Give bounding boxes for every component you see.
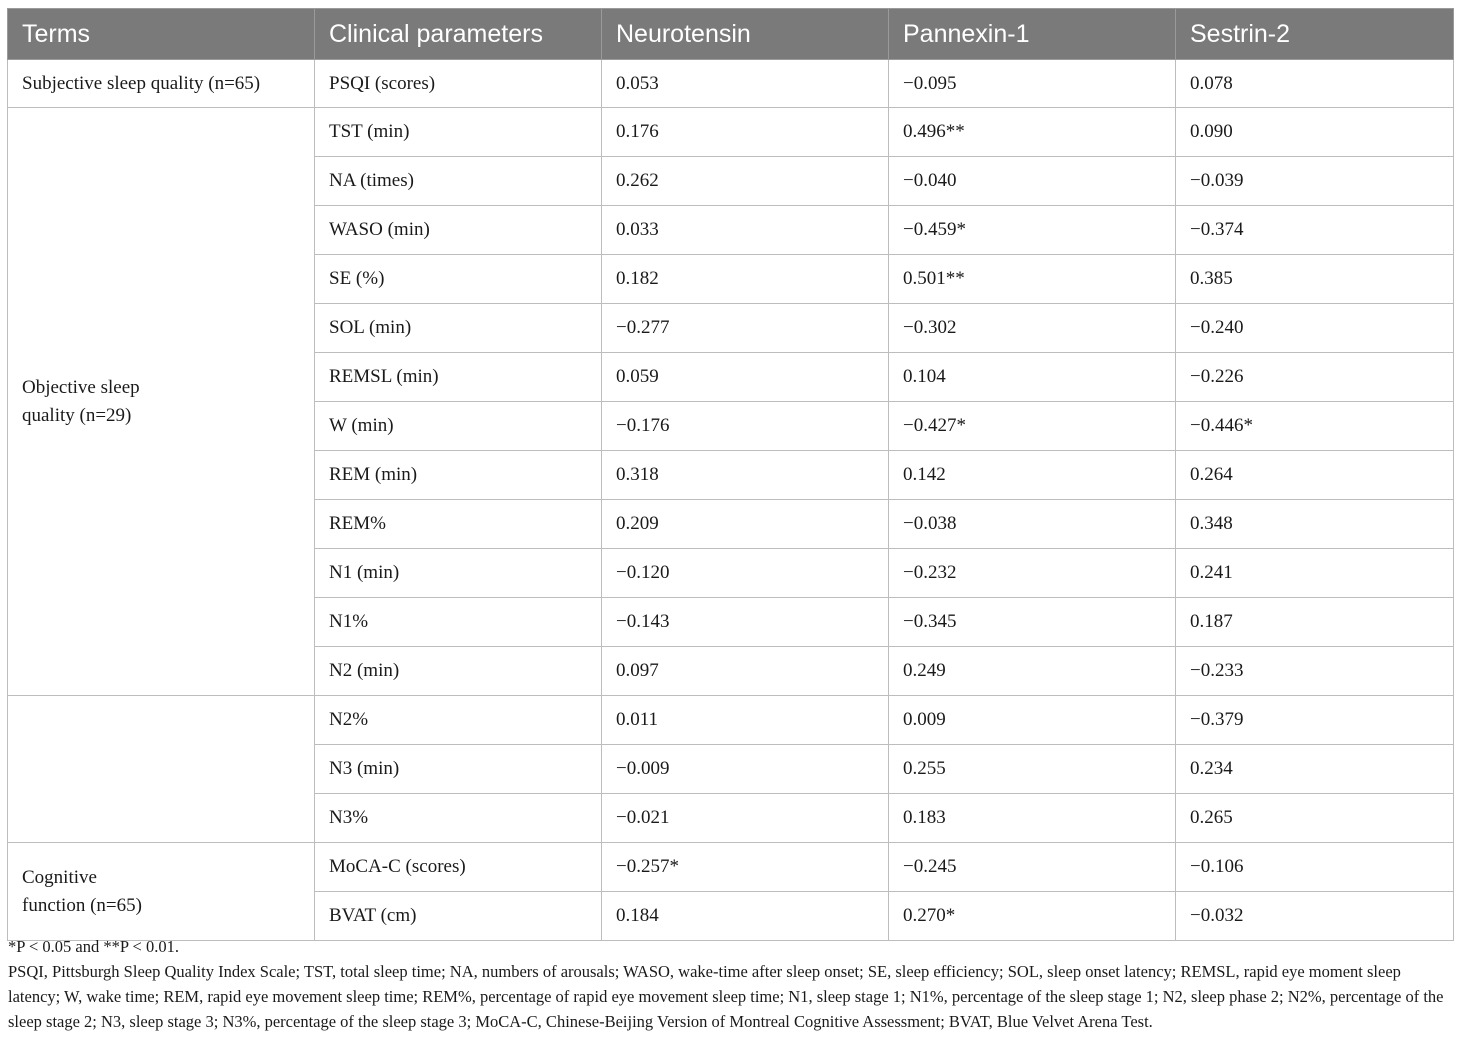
- pannexin-1-value: 0.255: [889, 745, 1176, 794]
- pannexin-1-value: −0.427*: [889, 402, 1176, 451]
- sestrin-2-value: −0.226: [1176, 353, 1454, 402]
- pannexin-1-value: −0.232: [889, 549, 1176, 598]
- parameter-cell: REM (min): [315, 451, 602, 500]
- neurotensin-value: −0.021: [602, 794, 889, 843]
- pannexin-1-value: −0.302: [889, 304, 1176, 353]
- parameter-cell: WASO (min): [315, 206, 602, 255]
- parameter-cell: PSQI (scores): [315, 60, 602, 108]
- pannexin-1-value: 0.270*: [889, 892, 1176, 941]
- parameter-cell: N2%: [315, 696, 602, 745]
- pannexin-1-value: 0.501**: [889, 255, 1176, 304]
- pannexin-1-value: 0.496**: [889, 108, 1176, 157]
- table-row: [8, 60, 1454, 108]
- neurotensin-value: 0.318: [602, 451, 889, 500]
- neurotensin-value: 0.176: [602, 108, 889, 157]
- parameter-cell: TST (min): [315, 108, 602, 157]
- group-cognitive-function: Cognitive function (n=65): [8, 843, 315, 941]
- header-clinical-parameters: Clinical parameters: [315, 9, 602, 60]
- header-row: [8, 9, 1454, 60]
- parameter-cell: N1 (min): [315, 549, 602, 598]
- parameter-cell: W (min): [315, 402, 602, 451]
- sestrin-2-value: −0.240: [1176, 304, 1454, 353]
- sestrin-2-value: 0.078: [1176, 60, 1454, 108]
- sestrin-2-value: −0.446*: [1176, 402, 1454, 451]
- sestrin-2-value: 0.234: [1176, 745, 1454, 794]
- header-pannexin-1: Pannexin-1: [889, 9, 1176, 60]
- neurotensin-value: 0.182: [602, 255, 889, 304]
- header-terms: Terms: [8, 9, 315, 60]
- neurotensin-value: 0.059: [602, 353, 889, 402]
- parameter-cell: NA (times): [315, 157, 602, 206]
- neurotensin-value: 0.209: [602, 500, 889, 549]
- header-neurotensin: Neurotensin: [602, 9, 889, 60]
- neurotensin-value: 0.053: [602, 60, 889, 108]
- sestrin-2-value: 0.385: [1176, 255, 1454, 304]
- pannexin-1-value: 0.142: [889, 451, 1176, 500]
- table-row: [8, 696, 1454, 745]
- pannexin-1-value: −0.095: [889, 60, 1176, 108]
- table-row: [8, 843, 1454, 892]
- neurotensin-value: 0.262: [602, 157, 889, 206]
- sestrin-2-value: −0.039: [1176, 157, 1454, 206]
- significance-note: *P < 0.05 and **P < 0.01.: [8, 937, 179, 956]
- table-footnotes: [8, 934, 1454, 1034]
- parameter-cell: N2 (min): [315, 647, 602, 696]
- sestrin-2-value: −0.032: [1176, 892, 1454, 941]
- neurotensin-value: 0.011: [602, 696, 889, 745]
- parameter-cell: SOL (min): [315, 304, 602, 353]
- abbreviations-note: PSQI, Pittsburgh Sleep Quality Index Scale; TST, total sleep time; NA, numbers of arousals; WASO, wake-time after sleep onset; SE, sleep efficiency; SOL, sleep onset latency; REMSL, rapid eye moment sleep latency; W, wake time; REM, rapid eye movement sleep time; REM%, percentage of rapid eye movement sleep time; N1, sleep stage 1; N1%, percentage of the sleep stage 1; N2, sleep phase 2; N2%, percentage of the sleep stage 2; N3, sleep stage 3; N3%, percentage of the sleep stage 3; MoCA-C, Chinese-Beijing Version of Montreal Cognitive Assessment; BVAT, Blue Velvet Arena Test.: [8, 962, 1444, 1031]
- sestrin-2-value: −0.233: [1176, 647, 1454, 696]
- group-subjective-sleep-quality: Subjective sleep quality (n=65): [8, 60, 315, 108]
- neurotensin-value: −0.257*: [602, 843, 889, 892]
- neurotensin-value: 0.097: [602, 647, 889, 696]
- sestrin-2-value: 0.241: [1176, 549, 1454, 598]
- neurotensin-value: 0.033: [602, 206, 889, 255]
- parameter-cell: BVAT (cm): [315, 892, 602, 941]
- parameter-cell: REM%: [315, 500, 602, 549]
- correlation-table: [7, 8, 1454, 941]
- neurotensin-value: 0.184: [602, 892, 889, 941]
- neurotensin-value: −0.143: [602, 598, 889, 647]
- sestrin-2-value: −0.374: [1176, 206, 1454, 255]
- header-sestrin-2: Sestrin-2: [1176, 9, 1454, 60]
- sestrin-2-value: 0.348: [1176, 500, 1454, 549]
- parameter-cell: N3 (min): [315, 745, 602, 794]
- sestrin-2-value: 0.264: [1176, 451, 1454, 500]
- table-row: [8, 108, 1454, 157]
- parameter-cell: N1%: [315, 598, 602, 647]
- pannexin-1-value: −0.459*: [889, 206, 1176, 255]
- pannexin-1-value: −0.345: [889, 598, 1176, 647]
- sestrin-2-value: −0.106: [1176, 843, 1454, 892]
- group-blank-cell: [8, 696, 315, 843]
- neurotensin-value: −0.009: [602, 745, 889, 794]
- sestrin-2-value: 0.090: [1176, 108, 1454, 157]
- neurotensin-value: −0.176: [602, 402, 889, 451]
- neurotensin-value: −0.277: [602, 304, 889, 353]
- pannexin-1-value: 0.104: [889, 353, 1176, 402]
- pannexin-1-value: −0.040: [889, 157, 1176, 206]
- parameter-cell: SE (%): [315, 255, 602, 304]
- pannexin-1-value: 0.009: [889, 696, 1176, 745]
- sestrin-2-value: 0.265: [1176, 794, 1454, 843]
- parameter-cell: N3%: [315, 794, 602, 843]
- parameter-cell: REMSL (min): [315, 353, 602, 402]
- parameter-cell: MoCA-C (scores): [315, 843, 602, 892]
- pannexin-1-value: −0.038: [889, 500, 1176, 549]
- pannexin-1-value: 0.183: [889, 794, 1176, 843]
- sestrin-2-value: −0.379: [1176, 696, 1454, 745]
- pannexin-1-value: 0.249: [889, 647, 1176, 696]
- sestrin-2-value: 0.187: [1176, 598, 1454, 647]
- group-objective-sleep-quality: Objective sleep quality (n=29): [8, 108, 315, 696]
- neurotensin-value: −0.120: [602, 549, 889, 598]
- pannexin-1-value: −0.245: [889, 843, 1176, 892]
